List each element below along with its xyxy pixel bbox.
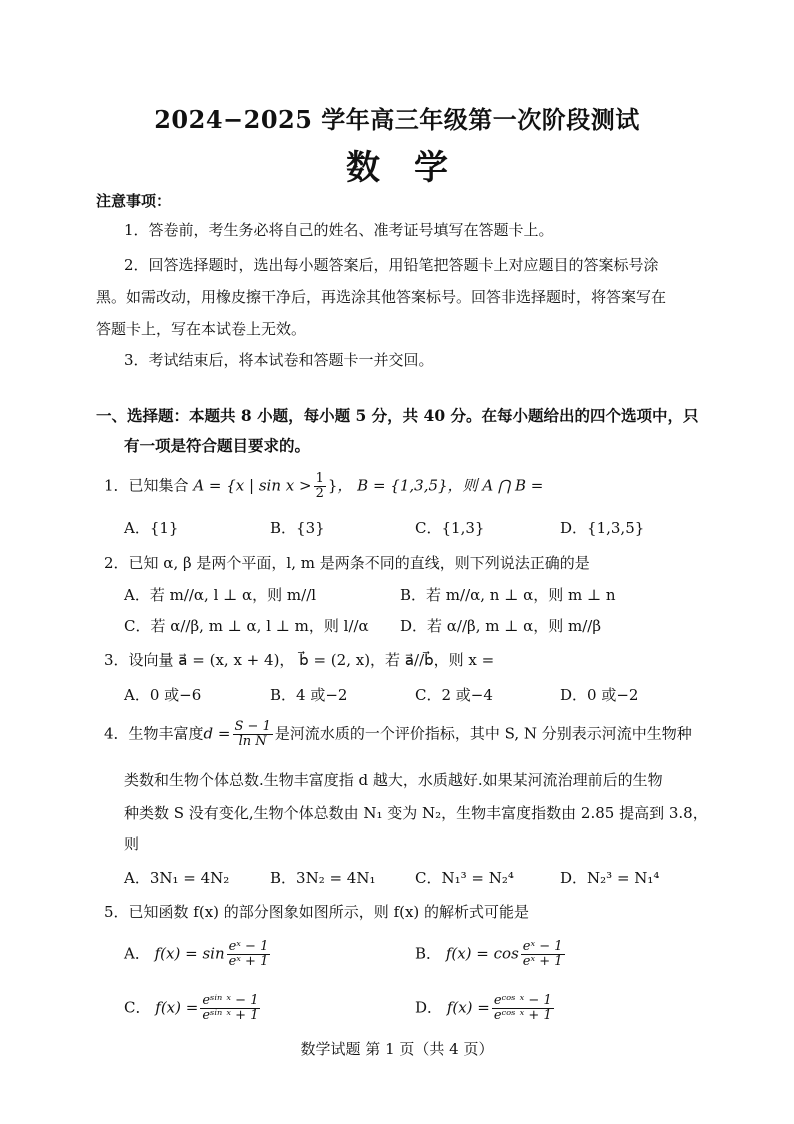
q5-a-den: eˣ + 1 <box>228 954 269 969</box>
q2-option-b[interactable]: B．若 m//α, n ⊥ α，则 m ⊥ n <box>400 586 616 604</box>
q5-c-fraction <box>200 994 260 1023</box>
question-2-stem: 2．已知 α, β 是两个平面，l, m 是两条不同的直线，则下列说法正确的是 <box>104 554 590 572</box>
q5-b-lhs: f(x) = cos <box>445 944 519 963</box>
q1-option-d[interactable]: D．{1,3,5} <box>560 519 645 537</box>
q4-frac-den: ln N <box>238 734 267 749</box>
q4-frac-num: S − 1 <box>234 719 271 734</box>
q4-line-2: 类数和生物个体总数.生物丰富度指 d 越大，水质越好.如果某河流治理前后的生物 <box>124 771 663 789</box>
q4-line-3: 种类数 S 没有变化,生物个体总数由 N₁ 变为 N₂，生物丰富度指数由 2.85 提高到 3.8， <box>124 804 708 822</box>
q1-set-a-left: A = {x | sin x > <box>193 476 312 495</box>
q5-c-den: eˢⁱⁿ ˣ + 1 <box>202 1008 259 1023</box>
q1-option-a[interactable]: A．{1} <box>124 519 179 537</box>
q5-d-num: eᶜᵒˢ ˣ − 1 <box>493 993 552 1008</box>
q3-option-d[interactable]: D．0 或−2 <box>560 686 639 704</box>
q4-option-d[interactable]: D．N₂³ = N₁⁴ <box>560 869 660 887</box>
section-heading-line-1: 一、选择题：本题共 8 小题，每小题 5 分，共 40 分。在每小题给出的四个选项中，只 <box>96 406 699 425</box>
question-5-stem: 5．已知函数 f(x) 的部分图象如图所示，则 f(x) 的解析式可能是 <box>104 903 530 921</box>
q4-option-b[interactable]: B．3N₂ = 4N₁ <box>270 869 376 887</box>
notice-line-5: 3．考试结束后，将本试卷和答题卡一并交回。 <box>124 351 434 369</box>
q5-b-num: eˣ − 1 <box>522 939 563 954</box>
q5-b-den: eˣ + 1 <box>522 954 563 969</box>
q2-option-a[interactable]: A．若 m//α, l ⊥ α，则 m//l <box>124 586 317 604</box>
q4-fraction <box>233 720 273 749</box>
q1-fraction <box>314 472 326 501</box>
notice-line-2: 2．回答选择题时，选出每小题答案后，用铅笔把答题卡上对应题目的答案标号涂 <box>124 256 659 274</box>
notice-heading: 注意事项： <box>96 192 172 210</box>
q4-option-c[interactable]: C．N₁³ = N₂⁴ <box>415 869 514 887</box>
q4-line-4: 则 <box>124 835 140 853</box>
q1-set-a-right: } <box>327 476 338 495</box>
q5-c-num: eˢⁱⁿ ˣ − 1 <box>202 993 259 1008</box>
notice-line-3: 黑。如需改动，用橡皮擦干净后，再选涂其他答案标号。回答非选择题时，将答案写在 <box>96 288 667 306</box>
subject-title: 数学 <box>346 148 482 188</box>
q4-prefix: 4．生物丰富度 <box>104 724 204 743</box>
page-footer: 数学试题 第 1 页（共 4 页） <box>300 1040 494 1058</box>
q5-d-den: eᶜᵒˢ ˣ + 1 <box>493 1008 552 1023</box>
q1-set-b: ， B = {1,3,5}，则 A ⋂ B = <box>337 476 544 495</box>
q5-c-label: C． <box>124 998 151 1017</box>
q5-c-lhs: f(x) = <box>155 998 199 1017</box>
q1-frac-num: 1 <box>315 471 324 486</box>
q1-option-b[interactable]: B．{3} <box>270 519 325 537</box>
q2-option-c[interactable]: C．若 α//β, m ⊥ α, l ⊥ m，则 l//α <box>124 617 369 635</box>
question-1-stem <box>104 472 543 501</box>
q5-option-d[interactable] <box>415 994 556 1023</box>
question-3-stem: 3．设向量 a⃗ = (x, x + 4)， b⃗ = (2, x)，若 a⃗//b⃗，则 x = <box>104 651 495 669</box>
question-4-stem <box>104 720 692 749</box>
q5-d-lhs: f(x) = <box>446 998 490 1017</box>
q3-option-a[interactable]: A．0 或−6 <box>124 686 202 704</box>
q5-b-fraction <box>521 940 565 969</box>
q5-d-fraction <box>492 994 554 1023</box>
q5-a-lhs: f(x) = sin <box>154 944 225 963</box>
q1-prefix: 1．已知集合 <box>104 476 189 495</box>
q3-option-b[interactable]: B．4 或−2 <box>270 686 348 704</box>
q4-option-a[interactable]: A．3N₁ = 4N₂ <box>124 869 230 887</box>
q5-b-label: B． <box>415 944 442 963</box>
q5-a-label: A． <box>124 944 150 963</box>
q4-stem-rest: 是河流水质的一个评价指标，其中 S, N 分别表示河流中生物种 <box>274 724 692 743</box>
q5-option-c[interactable] <box>124 994 262 1023</box>
q2-option-d[interactable]: D．若 α//β, m ⊥ α，则 m//β <box>400 617 602 635</box>
q5-a-fraction <box>227 940 271 969</box>
q3-option-c[interactable]: C．2 或−4 <box>415 686 493 704</box>
q5-d-label: D． <box>415 998 443 1017</box>
notice-line-1: 1．答卷前，考生务必将自己的姓名、准考证号填写在答题卡上。 <box>124 221 554 239</box>
section-heading-line-2: 有一项是符合题目要求的。 <box>124 436 311 455</box>
q1-frac-den: 2 <box>315 486 324 501</box>
q5-a-num: eˣ − 1 <box>228 939 269 954</box>
q5-option-b[interactable] <box>415 940 567 969</box>
q1-option-c[interactable]: C．{1,3} <box>415 519 485 537</box>
q5-option-a[interactable] <box>124 940 272 969</box>
exam-title: 2024−2025 学年高三年级第一次阶段测试 <box>154 105 640 134</box>
q4-d-eq: d = <box>203 724 231 743</box>
notice-line-4: 答题卡上，写在本试卷上无效。 <box>96 320 307 338</box>
